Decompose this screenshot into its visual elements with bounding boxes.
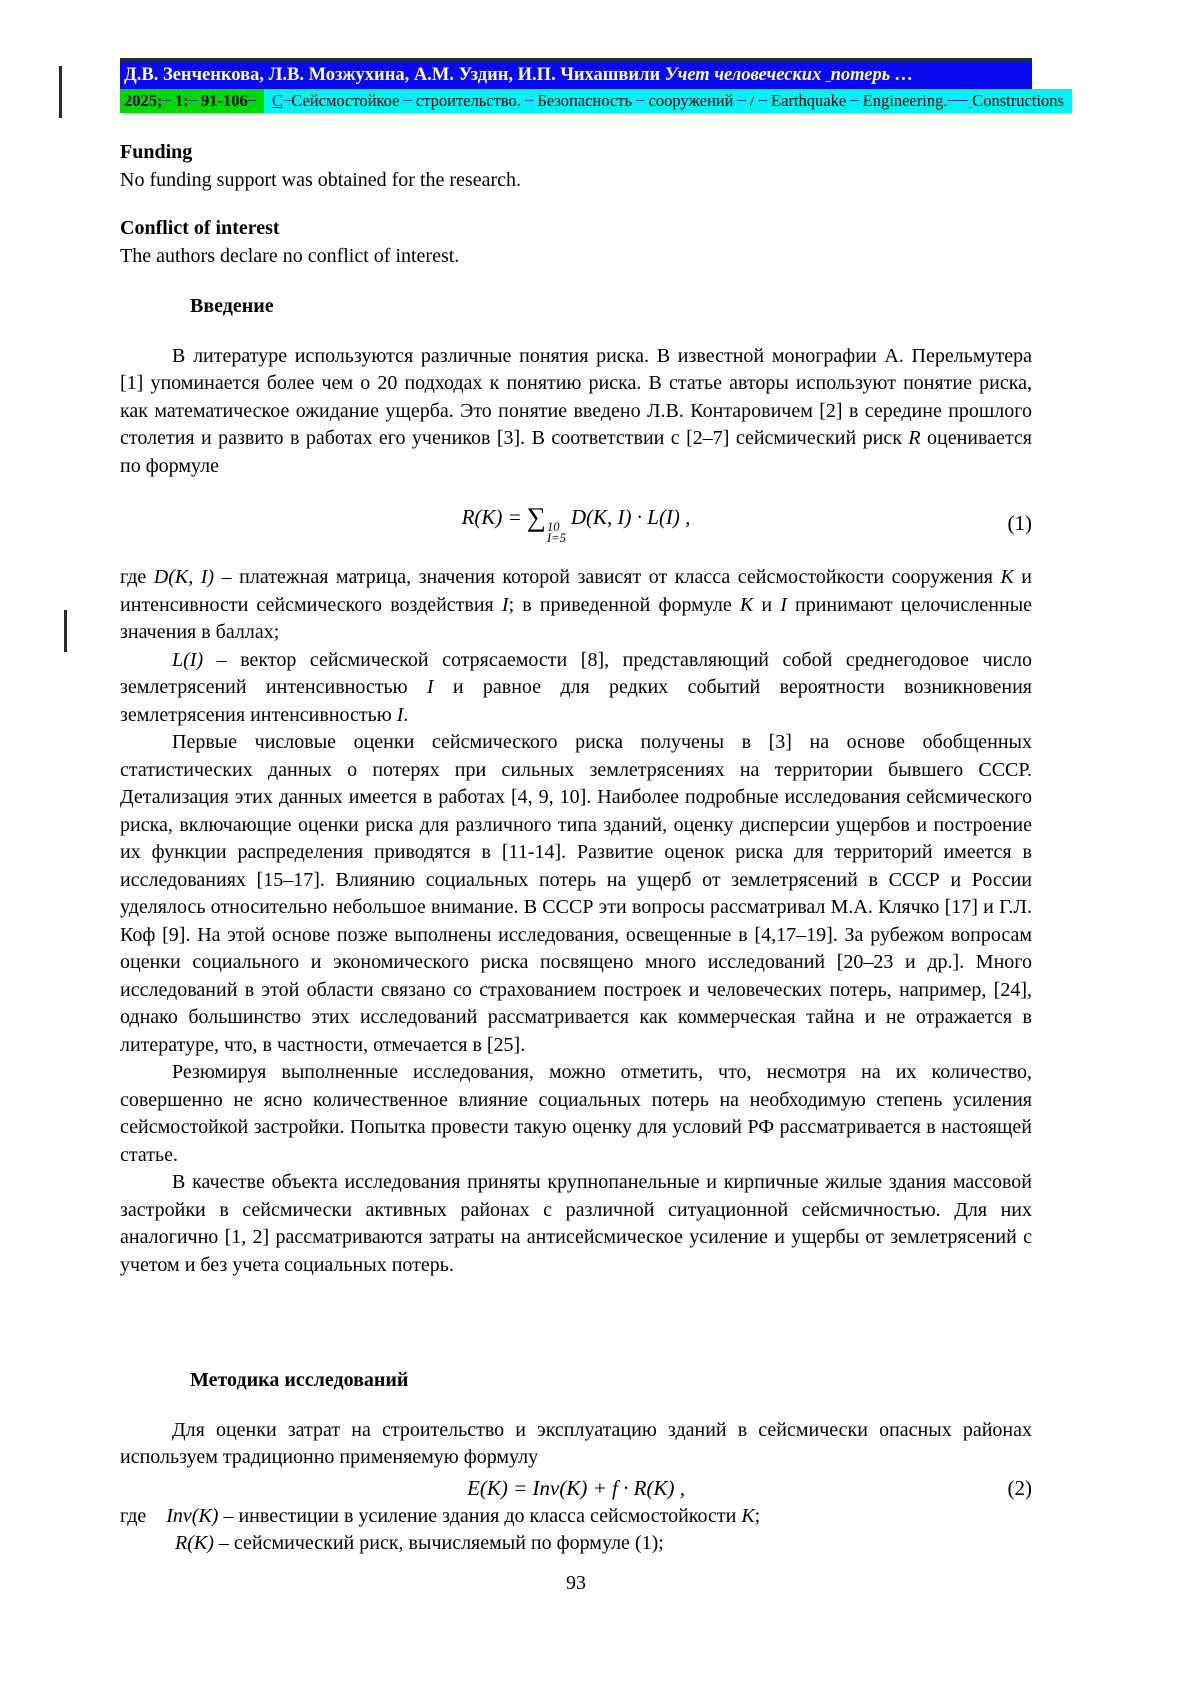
intro-paragraph-where-d: где D(K, I) – платежная матрица, значения которой зависят от класса сейсмостойкости сооружения К и интенсивности сейсмического воздействия I; в приведенной формуле К и I принимают целочисленные значения в баллах; [120,566,1033,643]
running-head-authors: Д.В. Зенченкова, Л.В. Мозжухина, А.М. Уздин, И.П. Чихашвили [124,65,665,85]
running-head-article-title: Учет человеческих потерь … [664,65,914,85]
page-content [120,58,1064,1558]
funding-text: No funding support was obtained for the research. [120,168,521,191]
running-head-authors-title [120,58,1032,89]
formula-1-rhs: D(K, I) · L(I) , [570,505,691,529]
intro-paragraph-risk-review: Первые числовые оценки сейсмического риска получены в [3] на основе обобщенных статистических данных о потерях при сильных землетрясениях на территории бывшего СССР. Детализация этих данных имеется в работах [4, 9, 10]. Наиболее подробные исследования сейсмического риска, включающие оценки риска для различного типа зданий, оценку дисперсии ущербов и построение их функции распределения приводятся в [11-14]. Развитие оценок риска для территорий имеется в исследованиях [15–17]. Влиянию социальных потерь на ущерб от землетрясений в СССР и России уделялось относительно небольшое внимание. В СССР эти вопросы рассматривал М.А. Клячко [17] и Г.Л. Коф [9]. На этой основе позже выполнены исследования, освещенные в [4,17–19]. За рубежом вопросам оценки социального и экономического риска посвящено много исследований [20–23 и др.]. Много исследований в этой области связано со страхованием построек и человеческих потерь, например, [24], однако большинство этих исследований рассматривается как коммерческая тайна и не отражается в литературе, что, в частности, отмечается в [25]. [120,731,1032,1056]
revision-change-bar [64,610,67,652]
sum-operator-icon: ∑ [526,502,546,532]
section-heading-introduction: Введение [190,295,274,317]
formula-2-number: (2) [1007,1475,1032,1500]
sum-limits [547,522,571,544]
citation-issue-pages: 2025; 1: 91-106 [120,89,264,113]
funding-heading: Funding [120,141,193,163]
formula-2 [120,1473,1032,1503]
intro-paragraph-1: В литературе используются различные понятия риска. В известной монографии А. Перельмутера [1] упоминается более чем о 20 подходах к понятию риска. В статье авторы используют понятие риска, как математическое ожидание ущерба. Это понятие введено Л.В. Контаровичем [2] в середине прошлого столетия и развито в работах его учеников [3]. В соответствии с [2–7] сейсмический риск R оценивается по формуле [120,344,1033,477]
conflict-of-interest-text: The authors declare no conflict of interest. [120,244,460,267]
methods-where-inv: где Inv(K) – инвестиции в усиление здания до класса сейсмостойкости К; [120,1504,761,1527]
section-heading-methods: Методика исследований [190,1369,409,1391]
page-number: 93 [566,1572,586,1594]
running-head-citation [120,89,1064,113]
revision-change-bar [59,66,62,118]
formula-1-lhs: R(К) = [461,505,522,529]
conflict-of-interest-heading: Conflict of interest [120,217,280,239]
formula-2-expression: E(K) = Inv(K) + f · R(K) , [467,1475,685,1500]
sum-lower-limit: I=5 [547,531,566,545]
sum-upper-limit: 10 [547,520,560,534]
formula-1 [120,502,1032,544]
citation-journal-name: С Сейсмостойкое строительство. Безопасность сооружений / Earthquake Engineering. Constructions [264,89,1072,113]
methods-paragraph-1: Для оценки затрат на строительство и эксплуатацию зданий в сейсмически опасных районах используем традиционно применяемую формулу [120,1418,1032,1468]
methods-where-risk: R(K) – сейсмический риск, вычисляемый по формуле (1); [175,1532,664,1554]
intro-paragraph-l-vector: L(I) – вектор сейсмической сотрясаемости [8], представляющий собой среднегодовое число землетрясений интенсивностью I и равное для редких событий вероятности возникновения землетрясения интенсивностью I. [120,648,1032,726]
intro-paragraph-object: В качестве объекта исследования приняты крупнопанельные и кирпичные жилые здания массовой застройки в сейсмически активных районах с различной ситуационной сейсмичностью. Для них аналогично [1, 2] рассматриваются затраты на антисейсмическое усиление и ущербы от землетрясений с учетом и без учета социальных потерь. [120,1171,1032,1276]
intro-paragraph-summary: Резюмируя выполненные исследования, можно отметить, что, несмотря на их количество, совершенно не ясно количественное влияние социальных потерь на необходимую степень усиления сейсмостойкой застройки. Попытка провести такую оценку для условий РФ рассматривается в настоящей статье. [120,1061,1032,1166]
formula-1-number: (1) [1007,511,1032,535]
